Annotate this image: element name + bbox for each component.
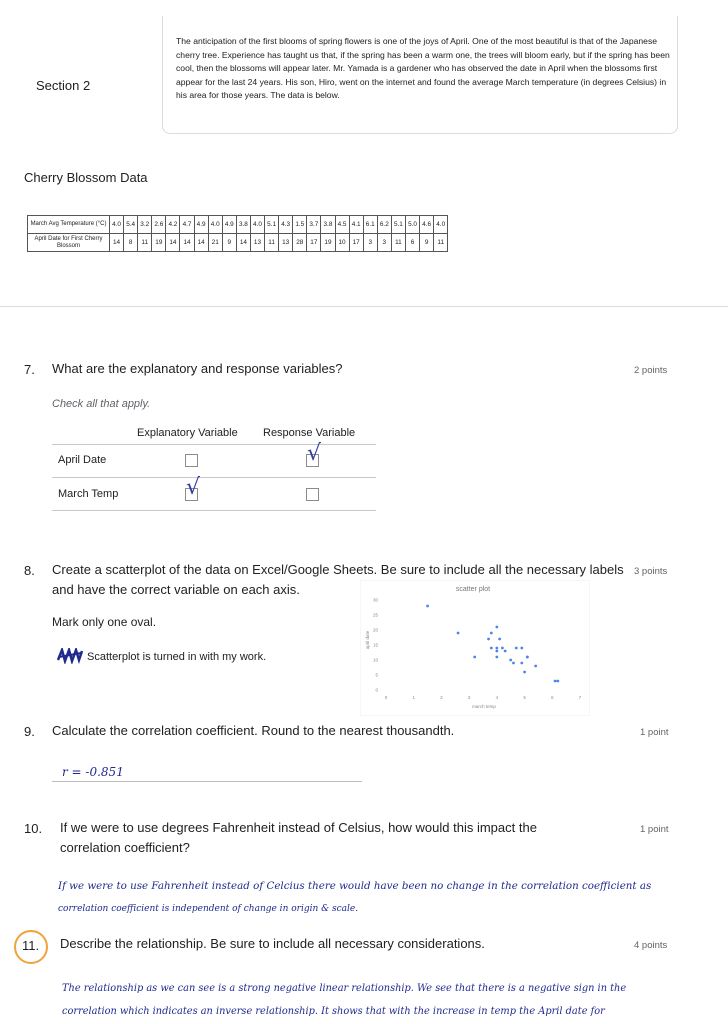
table-cell-temp: 3.7 — [307, 216, 321, 234]
x-axis-label: march temp — [472, 704, 496, 709]
data-point — [515, 647, 518, 650]
x-tick-label: 6 — [551, 695, 554, 700]
data-point — [473, 656, 476, 659]
handwritten-checkmark: √ — [307, 441, 322, 466]
question-number: 8. — [24, 563, 35, 578]
section-description: The anticipation of the first blooms of spring flowers is one of the joys of April. One of the most beautiful is that of the Japanese cherry tree. Experience has taught us that, if the spring has been a warm one, the trees will bloom early, but if the spring has been cool, then the blossoms will appear later. Mr. Yamada is a gardener who has observed the date in April when the blossoms first appear for the last 24 years. His son, Hiro, went on the internet and found the average March temperature (in degrees Celsius) in his area for those years. The data is below. — [176, 36, 670, 101]
question-number: 7. — [24, 362, 35, 377]
data-point — [490, 632, 493, 635]
table-cell-temp: 3.8 — [321, 216, 335, 234]
table-cell-date: 3 — [363, 234, 377, 252]
table-cell-date: 14 — [110, 234, 124, 252]
y-tick-label: 5 — [375, 672, 378, 678]
question-points: 3 points — [634, 566, 668, 577]
table-cell-date: 11 — [391, 234, 405, 252]
checkbox-april-date-explanatory[interactable] — [185, 454, 198, 467]
table-cell-temp: 2.6 — [152, 216, 166, 234]
y-tick-label: 15 — [372, 642, 378, 648]
table-cell-date: 13 — [279, 234, 293, 252]
question-points: 4 points — [634, 940, 668, 951]
question-text: Create a scatterplot of the data on Excel/Google Sheets. Be sure to include all the necessary labels and have the correct variable on each axis. — [52, 562, 624, 597]
question-points: 1 point — [640, 727, 669, 738]
data-point — [512, 662, 515, 665]
table-cell-temp: 4.0 — [434, 216, 448, 234]
data-point — [520, 647, 523, 650]
question-number: 11. — [22, 938, 40, 953]
table-cell-date: 10 — [335, 234, 349, 252]
table-cell-date: 11 — [138, 234, 152, 252]
answer-text-line[interactable]: correlation coefficient is independent of change in origin & scale. — [58, 904, 359, 914]
scatter-plot — [360, 580, 590, 716]
table-cell-temp: 3.2 — [138, 216, 152, 234]
handwritten-checkmark: √ — [186, 475, 201, 500]
table-cell-date: 21 — [208, 234, 222, 252]
grid-divider — [52, 444, 376, 445]
table-cell-temp: 4.0 — [110, 216, 124, 234]
y-axis-label: april date — [365, 630, 370, 650]
question-hint: Mark only one oval. — [52, 615, 157, 629]
table-row-dates — [28, 234, 448, 252]
option-label: Scatterplot is turned in with my work. — [87, 651, 267, 663]
x-tick-label: 0 — [384, 695, 388, 700]
table-cell-temp: 1.5 — [293, 216, 307, 234]
table-row-header: April Date for First Cherry Blossom — [28, 234, 110, 252]
data-point — [501, 647, 504, 650]
section-label: Section 2 — [36, 78, 91, 93]
table-cell-date: 19 — [321, 234, 335, 252]
table-cell-date: 3 — [377, 234, 391, 252]
answer-text-line[interactable]: If we were to use Fahrenheit instead of Celcius there would have been no change in the correlation coefficient as — [58, 880, 652, 892]
scribbled-oval-icon[interactable] — [56, 648, 84, 664]
cherry-blossom-table — [27, 215, 448, 252]
data-point — [426, 605, 429, 608]
table-cell-temp: 3.8 — [236, 216, 250, 234]
question-points: 2 points — [634, 365, 668, 376]
section-divider — [0, 306, 728, 307]
table-cell-temp: 5.1 — [265, 216, 279, 234]
x-tick-label: 1 — [412, 695, 415, 700]
y-tick-label: 30 — [372, 597, 378, 603]
table-cell-temp: 5.4 — [124, 216, 138, 234]
data-point — [487, 638, 490, 641]
table-cell-temp: 4.2 — [166, 216, 180, 234]
table-cell-temp: 5.0 — [405, 216, 419, 234]
answer-underline — [52, 781, 362, 782]
question-text: Calculate the correlation coefficient. Round to the nearest thousandth. — [52, 723, 455, 738]
table-cell-temp: 4.9 — [222, 216, 236, 234]
table-cell-temp: 6.2 — [377, 216, 391, 234]
data-point — [457, 632, 460, 635]
data-point — [523, 671, 526, 674]
chart-title: scatter plot — [455, 586, 491, 593]
question-hint: Check all that apply. — [52, 398, 151, 410]
table-cell-date: 9 — [222, 234, 236, 252]
table-cell-date: 6 — [405, 234, 419, 252]
table-cell-temp: 4.1 — [349, 216, 363, 234]
data-point — [498, 638, 501, 641]
data-point — [554, 680, 557, 683]
table-cell-date: 14 — [166, 234, 180, 252]
x-tick-label: 2 — [440, 695, 443, 700]
table-cell-date: 9 — [420, 234, 434, 252]
table-row-header: March Avg Temperature (°C) — [28, 216, 110, 234]
grid-divider — [52, 477, 376, 478]
table-cell-date: 14 — [236, 234, 250, 252]
x-tick-label: 5 — [523, 695, 526, 700]
y-tick-label: 20 — [372, 627, 378, 633]
grid-row-label: April Date — [58, 454, 107, 466]
answer-text-line[interactable]: correlation which indicates an inverse relationship. It shows that with the increase in temp the April date for — [62, 1006, 605, 1017]
grid-column-header: Explanatory Variable — [137, 427, 238, 439]
x-tick-label: 3 — [467, 695, 471, 700]
table-cell-temp: 6.1 — [363, 216, 377, 234]
table-cell-date: 19 — [152, 234, 166, 252]
data-point — [495, 650, 498, 653]
y-tick-label: 25 — [372, 612, 378, 618]
data-point — [495, 647, 498, 650]
table-cell-date: 17 — [307, 234, 321, 252]
checkbox-march-temp-response[interactable] — [306, 488, 319, 501]
data-point — [490, 647, 493, 650]
answer-text-line[interactable]: The relationship as we can see is a strong negative linear relationship. We see that there is a negative sign in the — [62, 983, 627, 994]
table-cell-date: 14 — [194, 234, 208, 252]
grid-column-header: Response Variable — [263, 427, 356, 439]
table-cell-temp: 4.9 — [194, 216, 208, 234]
answer-text[interactable]: r = -0.851 — [62, 765, 124, 779]
plot-frame — [360, 580, 590, 716]
question-text: What are the explanatory and response variables? — [52, 361, 343, 376]
table-cell-temp: 4.7 — [180, 216, 194, 234]
grid-row-label: March Temp — [58, 488, 119, 500]
question-number: 10. — [24, 821, 43, 836]
data-point — [509, 659, 512, 662]
question-number: 9. — [24, 724, 35, 739]
table-cell-temp: 4.5 — [335, 216, 349, 234]
question-text: If we were to use degrees Fahrenheit instead of Celsius, how would this impact the correlation coefficient? — [60, 820, 537, 855]
question-points: 1 point — [640, 824, 669, 835]
table-cell-date: 17 — [349, 234, 363, 252]
data-title: Cherry Blossom Data — [24, 170, 148, 185]
data-point — [556, 680, 559, 683]
table-cell-temp: 4.6 — [420, 216, 434, 234]
table-cell-date: 11 — [265, 234, 279, 252]
table-cell-date: 28 — [293, 234, 307, 252]
table-cell-temp: 4.0 — [250, 216, 264, 234]
table-cell-temp: 5.1 — [391, 216, 405, 234]
x-tick-label: 4 — [495, 695, 499, 700]
data-point — [504, 650, 507, 653]
data-point — [526, 656, 529, 659]
table-cell-temp: 4.3 — [279, 216, 293, 234]
grid-divider — [52, 510, 376, 511]
table-cell-date: 13 — [250, 234, 264, 252]
table-cell-date: 8 — [124, 234, 138, 252]
y-tick-label: 0 — [375, 687, 378, 693]
data-point — [520, 662, 523, 665]
table-cell-date: 14 — [180, 234, 194, 252]
data-point — [495, 626, 498, 629]
data-point — [495, 656, 498, 659]
table-row-temps — [28, 216, 448, 234]
question-text: Describe the relationship. Be sure to include all necessary considerations. — [60, 936, 485, 951]
table-cell-date: 11 — [434, 234, 448, 252]
data-point — [534, 665, 537, 668]
y-tick-label: 10 — [372, 657, 378, 663]
table-cell-temp: 4.0 — [208, 216, 222, 234]
x-tick-label: 7 — [578, 695, 582, 700]
